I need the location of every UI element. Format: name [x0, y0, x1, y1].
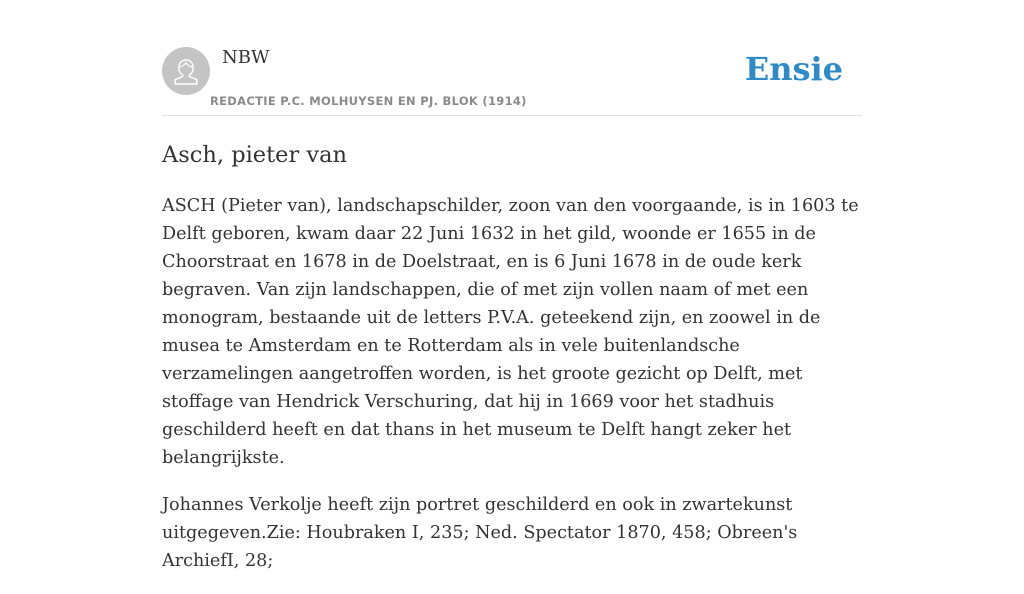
content-column	[162, 0, 862, 571]
author-name[interactable]: NBW	[222, 47, 270, 68]
article-paragraph: ASCH (Pieter van), landschapschilder, zoon van den voorgaande, is in 1603 te Delft geboren, kwam daar 22 Juni 1632 in het gild, woonde er 1655 in de Choorstraat en 1678 in de Doelstraat, en is 6 Juni 1678 in de oude kerk begraven. Van zijn landschappen, die of met zijn vollen naam of met een monogram, bestaande uit de letters P.V.A. geteekend zijn, en zoowel in de musea te Amsterdam en te Rotterdam als in vele buitenlandsche verzamelingen aangetroffen worden, is het groote gezicht op Delft, met stoffage van Hendrick Verschuring, dat hij in 1669 voor het stadhuis geschilderd heeft en dat thans in het museum te Delft hangt zeker het belangrijkste.	[162, 196, 859, 468]
article-header	[162, 0, 862, 116]
ensie-logo-link[interactable]: Ensie	[744, 50, 843, 88]
article-body	[162, 192, 862, 594]
article-paragraph: Johannes Verkolje heeft zijn portret geschilderd en ook in zwartekunst uitgegeven.Zie: Houbraken I, 235; Ned. Spectator 1870, 458; Obreen's ArchiefI, 28;	[162, 495, 798, 571]
article-title: Asch, pieter van	[162, 142, 347, 168]
user-silhouette-icon	[162, 47, 210, 95]
author-avatar[interactable]	[162, 47, 210, 95]
source-reference: REDACTIE P.C. MOLHUYSEN EN PJ. BLOK (1914)	[210, 94, 527, 108]
